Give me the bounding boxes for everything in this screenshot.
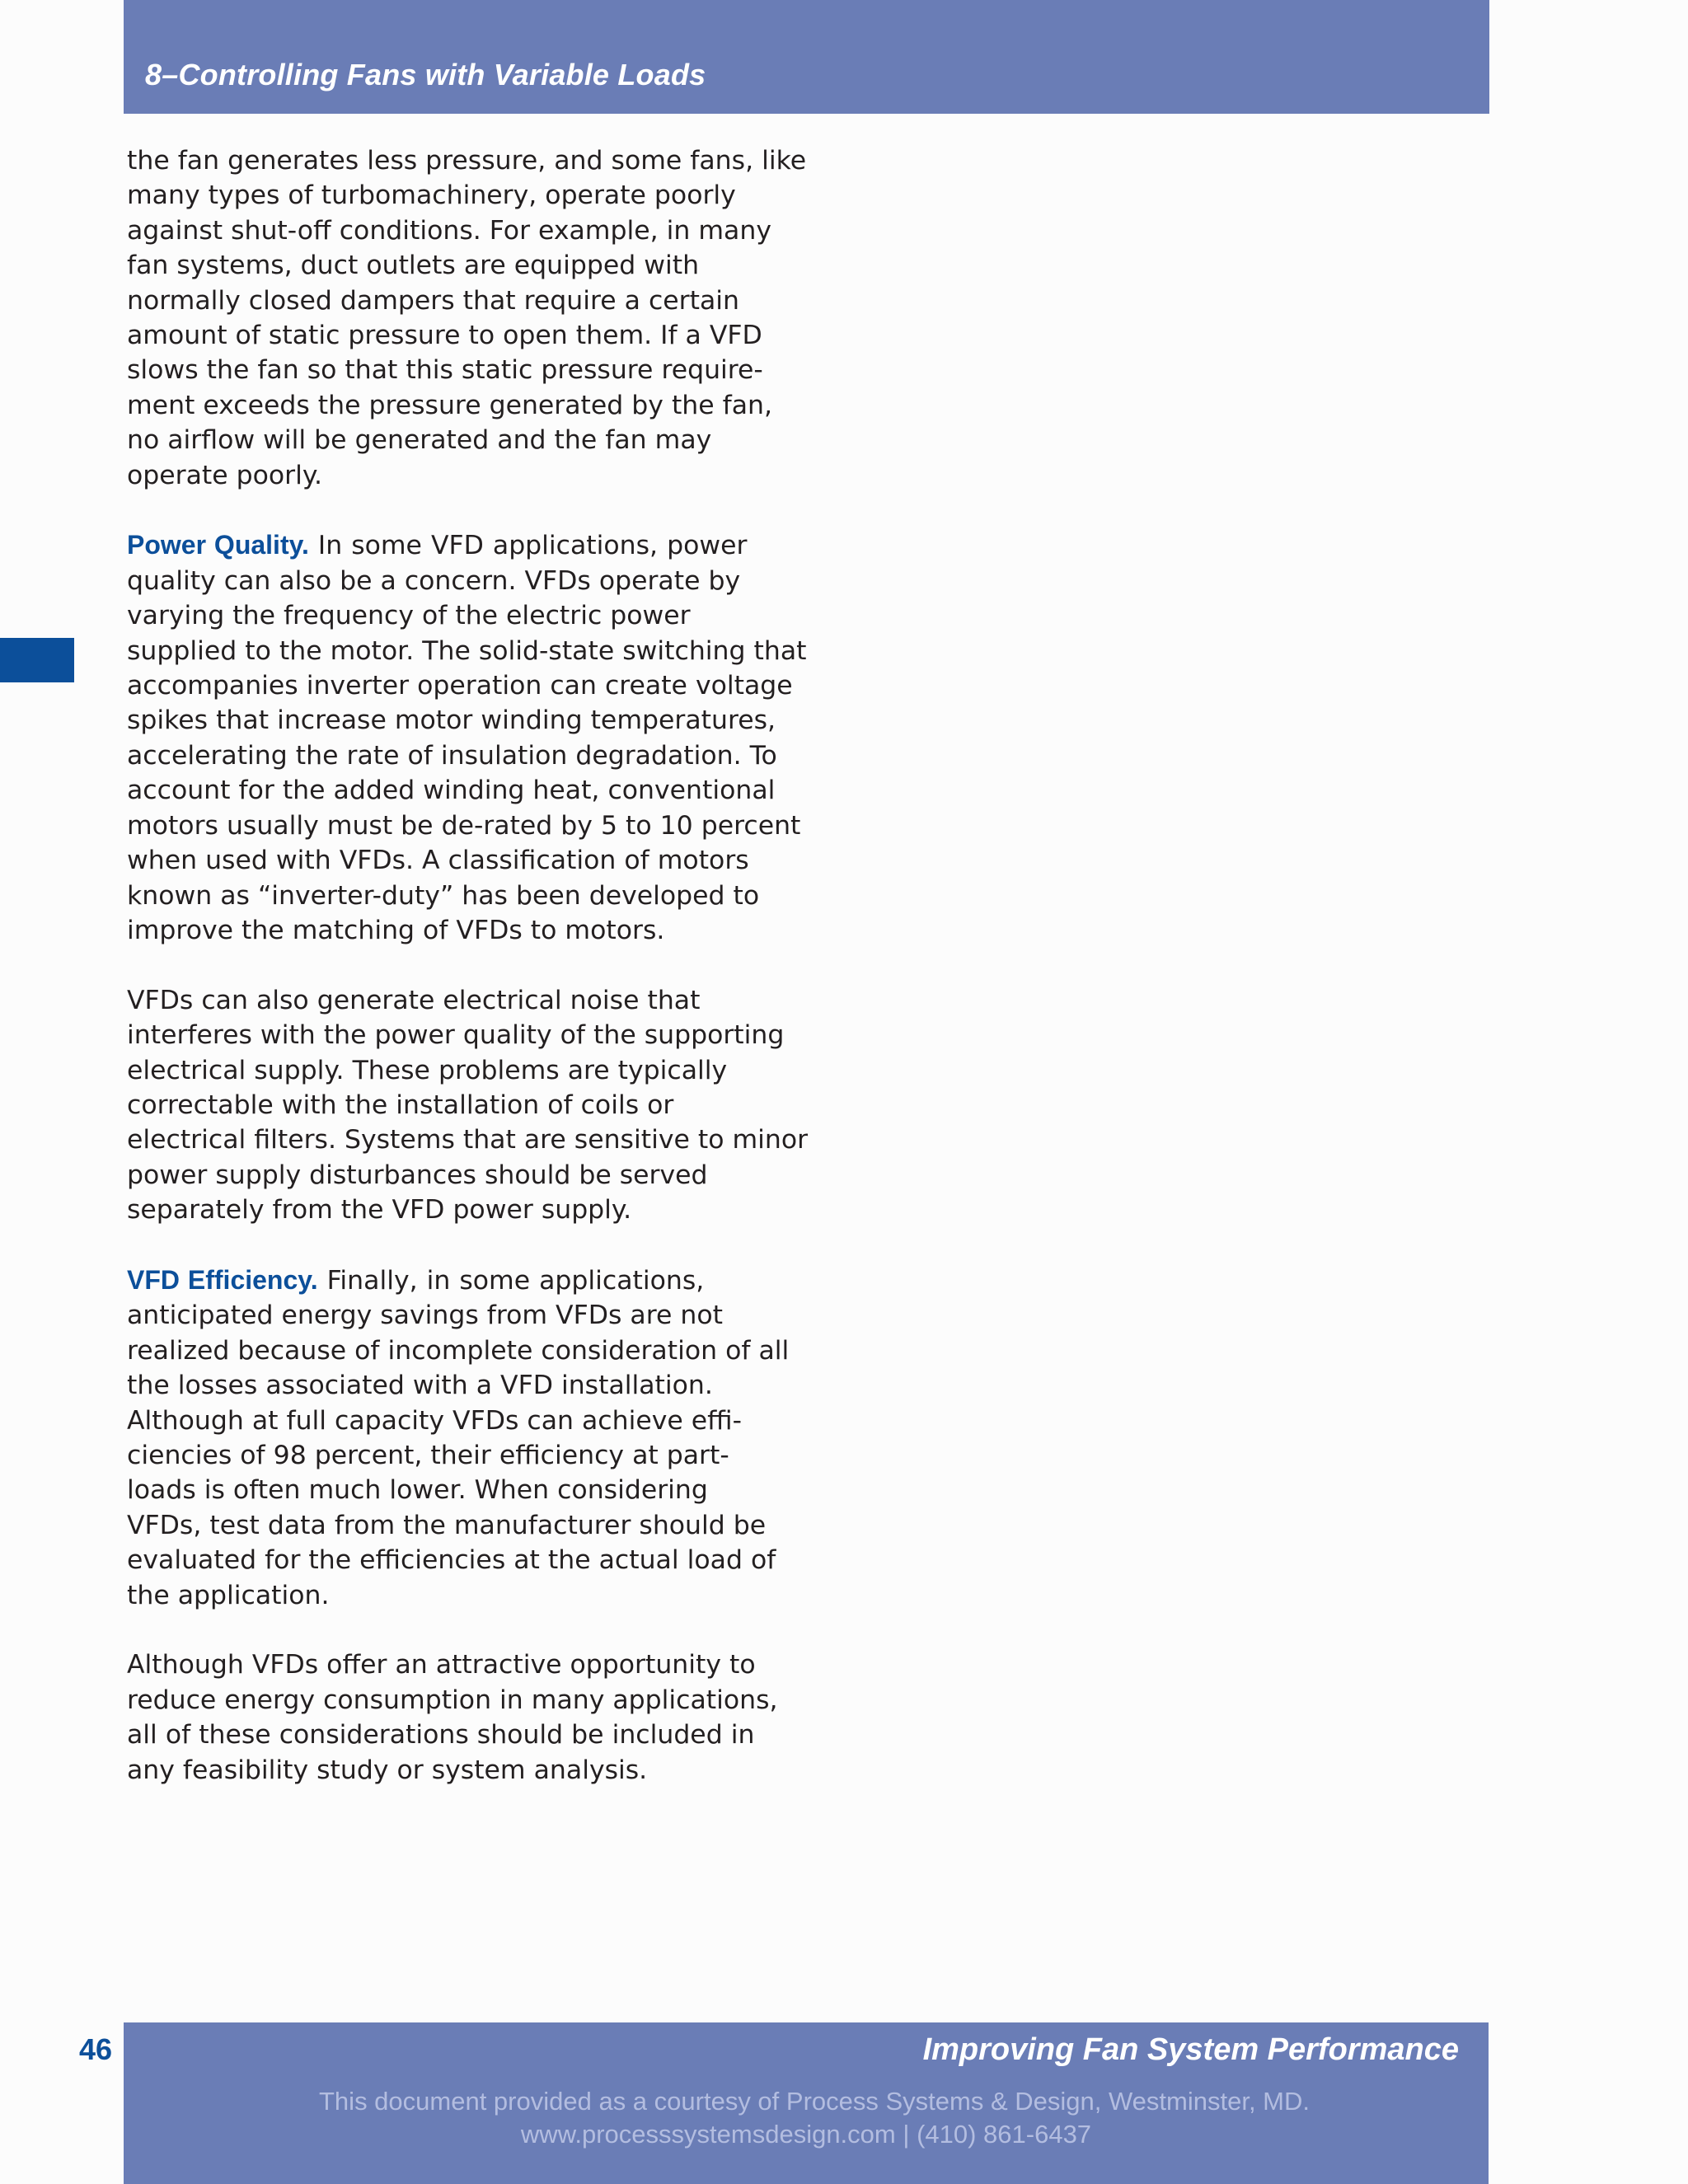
text-line: loads is often much lower. When considering <box>127 1475 708 1506</box>
text-line: power supply disturbances should be served <box>127 1160 708 1190</box>
text-line: VFDs can also generate electrical noise that <box>127 985 701 1015</box>
chapter-header-band <box>124 0 1489 114</box>
separator: | <box>903 2120 910 2149</box>
text-line: operate poorly. <box>127 460 323 490</box>
text-line: realized because of incomplete consideration of all <box>127 1335 790 1366</box>
section-tab-marker <box>0 638 74 682</box>
text-line <box>127 1263 786 1298</box>
text-line: motors usually must be de-rated by 5 to 10 percent <box>127 810 801 841</box>
website-link[interactable]: www.processsystemsdesign.com <box>520 2120 896 2149</box>
body-text-column <box>127 143 809 1822</box>
text-line: improve the matching of VFDs to motors. <box>127 915 665 945</box>
text-line: against shut-off conditions. For example, in many <box>127 215 771 246</box>
text-line: Although at full capacity VFDs can achieve effi- <box>127 1405 742 1436</box>
text-line: accompanies inverter operation can create voltage <box>127 671 793 701</box>
text-line: the fan generates less pressure, and some fans, like <box>127 146 807 176</box>
text-line: no airflow will be generated and the fan may <box>127 425 712 456</box>
text-line: anticipated energy savings from VFDs are not <box>127 1301 723 1331</box>
page-number: 46 <box>79 2032 113 2066</box>
chapter-title: 8–Controlling Fans with Variable Loads <box>145 58 706 91</box>
run-in-heading: VFD Efficiency. <box>127 1264 318 1295</box>
text-line: supplied to the motor. The solid-state switching that <box>127 635 807 666</box>
courtesy-notice: This document provided as a courtesy of Process Systems & Design, Westminster, MD. <box>319 2087 1310 2116</box>
phone-number: (410) 861-6437 <box>917 2120 1092 2149</box>
text-line: separately from the VFD power supply. <box>127 1195 632 1226</box>
text-line: interferes with the power quality of the supporting <box>127 1020 785 1051</box>
text-line: when used with VFDs. A classification of motors <box>127 846 749 876</box>
text-line: known as “inverter-duty” has been developed to <box>127 880 760 911</box>
text-line: all of these considerations should be included in <box>127 1720 755 1750</box>
text-line: any feasibility study or system analysis. <box>127 1755 648 1785</box>
text-line: VFDs, test data from the manufacturer should be <box>127 1510 767 1540</box>
paragraph-vfd-efficiency <box>127 1263 790 1613</box>
text-line: slows the fan so that this static pressure require- <box>127 355 763 386</box>
text-line: normally closed dampers that require a certain <box>127 285 739 316</box>
text-line: ment exceeds the pressure generated by the fan, <box>127 390 773 420</box>
run-in-heading: Power Quality. <box>127 530 309 560</box>
text-line: amount of static pressure to open them. If a VFD <box>127 321 762 351</box>
paragraph <box>127 143 807 493</box>
text-line: the application. <box>127 1580 330 1610</box>
text-line: Although VFDs offer an attractive opportunity to <box>127 1650 756 1680</box>
text-line: reduce energy consumption in many applications, <box>127 1685 778 1715</box>
text-run: In some VFD applications, power <box>317 531 748 561</box>
footer-band <box>124 2022 1489 2184</box>
text-line <box>127 527 786 563</box>
text-line: accelerating the rate of insulation degradation. To <box>127 740 777 771</box>
text-line: correctable with the installation of coils or <box>127 1090 674 1120</box>
text-line: spikes that increase motor winding temperatures, <box>127 705 776 736</box>
text-line: many types of turbomachinery, operate poorly <box>127 180 736 211</box>
text-line: evaluated for the efficiencies at the actual load of <box>127 1545 776 1576</box>
text-line: account for the added winding heat, conventional <box>127 776 776 806</box>
paragraph <box>127 1647 786 1788</box>
paragraph <box>127 983 809 1228</box>
text-line: ciencies of 98 percent, their efficiency at part- <box>127 1440 729 1470</box>
text-line: quality can also be a concern. VFDs operate by <box>127 565 741 596</box>
paragraph-power-quality <box>127 527 807 948</box>
text-line: fan systems, duct outlets are equipped with <box>127 251 700 281</box>
text-line: varying the frequency of the electric power <box>127 601 691 631</box>
book-title: Improving Fan System Performance <box>922 2032 1459 2067</box>
contact-line <box>124 2120 1489 2149</box>
text-line: electrical filters. Systems that are sensitive to minor <box>127 1125 809 1155</box>
text-run: Finally, in some applications, <box>326 1265 705 1296</box>
text-line: electrical supply. These problems are typically <box>127 1055 728 1085</box>
text-line: the losses associated with a VFD installation. <box>127 1371 713 1401</box>
